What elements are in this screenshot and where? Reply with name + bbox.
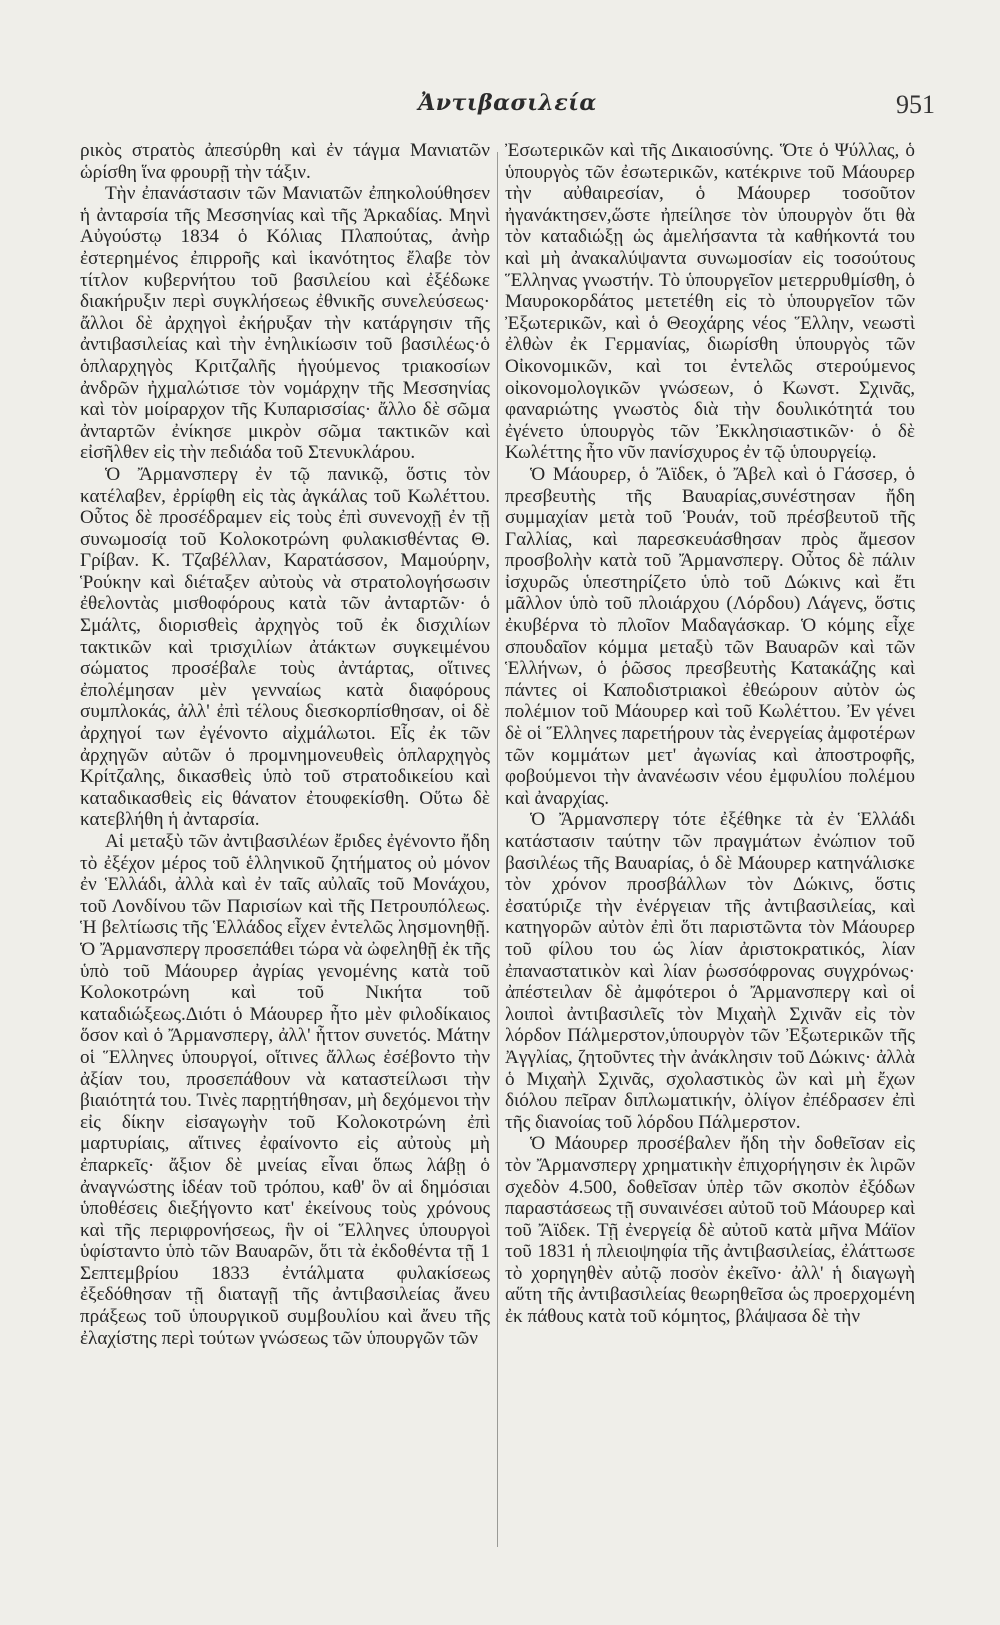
right-column xyxy=(505,140,915,1328)
paragraph: Ὁ Ἄρμανσπεργ ἐν τῷ πανικῷ, ὅστις τὸν κατέλαβεν, ἐρρίφθη εἰς τὰς ἀγκάλας τοῦ Κωλέττου. Οὗτος δὲ προσέδραμεν εἰς τοὺς ἐπὶ συνενοχῇ ἐν τῇ συνωμοσίᾳ τοῦ Κολοκοτρώνη φυλακισθέντας Θ. Γρίβαν. Κ. Τζαβέλλαν, Καρατάσσον, Μαμούρην, Ῥούκην καὶ διέταξεν αὐτοὺς νὰ στρατολογήσωσιν ἐθελοντὰς μισθοφόρους κατὰ τῶν ἀνταρτῶν· ὁ Σμάλτς, διορισθεὶς ἀρχηγὸς τοῦ ἐκ δισχιλίων τακτικῶν καὶ τρισχιλίων ἀτάκτων συγκειμένου σώματος προσέβαλε τοὺς ἀντάρτας, οἵτινες ἐπολέμησαν μὲν γενναίως κατὰ διαφόρους συμπλοκάς, ἀλλ' ἐπὶ τέλους διεσκορπίσθησαν, οἱ δὲ ἀρχηγοί των ἐγένοντο αἰχμάλωτοι. Εἷς ἐκ τῶν ἀρχηγῶν αὐτῶν ὁ προμνημονευθεὶς ὁπλαρχηγὸς Κρίτζαλης, δικασθεὶς ὑπὸ τοῦ στρατοδικείου καὶ καταδικασθεὶς εἰς θάνατον ἐτουφεκίσθη. Οὕτω δὲ κατεβλήθη ἡ ἀνταρσία. xyxy=(80,463,490,831)
paragraph: ρικὸς στρατὸς ἀπεσύρθη καὶ ἐν τάγμα Μανιατῶν ὡρίσθη ἵνα φρουρῇ τὴν τάξιν. xyxy=(80,140,490,183)
page-number: 951 xyxy=(896,90,935,119)
paragraph: Ὁ Μάουρερ, ὁ Ἄϊδεκ, ὁ Ἄβελ καὶ ὁ Γάσσερ, ὁ πρεσβευτὴς τῆς Βαυαρίας,συνέστησαν ἤδη συμμαχίαν μετὰ τοῦ Ῥουάν, τοῦ πρέσβευτοῦ τῆς Γαλλίας, καὶ παρεσκευάσθησαν πρὸς ἄμεσον προσβολὴν κατὰ τοῦ Ἄρμανσπεργ. Οὗτος δὲ πάλιν ἰσχυρῶς ὑπεστηρίζετο ὑπὸ τοῦ Δώκινς καὶ ἔτι μᾶλλον ὑπὸ τοῦ πλοιάρχου (Λόρδου) Λάγενς, ὅστις ἐκυβέρνα τὸ πλοῖον Μαδαγάσκαρ. Ὁ κόμης εἶχε σπουδαῖον κόμμα μεταξὺ τῶν Βαυαρῶν καὶ τῶν Ἑλλήνων, ὁ ῥῶσος πρεσβευτὴς Κατακάζης καὶ πάντες οἱ Καποδιστριακοὶ ἐθεώρουν αὐτὸν ὡς πολέμιον τοῦ Μάουρερ καὶ τοῦ Κωλέττου. Ἐν γένει δὲ οἱ Ἕλληνες παρετήρουν τὰς ἐνεργείας ἀμφοτέρων τῶν κομμάτων μετ' ἀγωνίας καὶ ἀποστροφῆς, φοβούμενοι τὴν ἀνανέωσιν νέου ἐμφυλίου πολέμου καὶ ἀναρχίας. xyxy=(505,463,915,809)
paragraph: Τὴν ἐπανάστασιν τῶν Μανιατῶν ἐπηκολούθησεν ἡ ἀνταρσία τῆς Μεσσηνίας καὶ τῆς Ἀρκαδίας. Μηνὶ Αὐγούστῳ 1834 ὁ Κόλιας Πλαπούτας, ἀνὴρ ἐστερημένος ἐπιρροῆς καὶ ἱκανότητος ἔλαβε τὸν τίτλον κυβερνήτου τοῦ βασιλείου καὶ ἐξέδωκε διακήρυξιν περὶ συγκλήσεως ἐθνικῆς συνελεύσεως· ἄλλοι δὲ ἀρχηγοὶ ἐκήρυξαν τὴν κατάργησιν τῆς ἀντιβασιλείας καὶ τὴν ἐνηλικίωσιν τοῦ βασιλέως·ὁ ὁπλαρχηγὸς Κριτζαλῆς ἡγούμενος τριακοσίων ἀνδρῶν ἠχμαλώτισε τὸν νομάρχην τῆς Μεσσηνίας καὶ τὸν μοίραρχον τῆς Κυπαρισσίας· ἄλλο δὲ σῶμα ἀνταρτῶν ἐνίκησε μικρὸν σῶμα τακτικῶν καὶ εἰσῆλθεν εἰς τὴν πεδιάδα τοῦ Στενυκλάρου. xyxy=(80,183,490,464)
page-header xyxy=(80,90,935,130)
paragraph: Ὁ Ἄρμανσπεργ τότε ἐξέθηκε τὰ ἐν Ἑλλάδι κατάστασιν ταύτην τῶν πραγμάτων ἐνώπιον τοῦ βασιλέως τῆς Βαυαρίας, ὁ δὲ Μάουρερ κατηνάλισκε τὸν χρόνον προσβάλλων τὸν Δώκινς, ὅστις ἐσατύριζε τὴν ἐνέργειαν τῆς ἀντιβασιλείας, καὶ κατηγορῶν αὐτὸν ἐπὶ ὅτι παριστῶντα τὸν Μάουρερ τοῦ φίλου του ὡς λίαν ἀριστοκρατικός, λίαν ἐπαναστατικὸν καὶ λίαν ῥωσσόφρονας συγχρόνως· ἀπέστειλαν δὲ ἀμφότεροι ὁ Ἄρμανσπεργ καὶ οἱ λοιποὶ ἀντιβασιλεῖς τὸν Μιχαὴλ Σχινᾶν εἰς τὸν λόρδον Πάλμερστον,ὑπουργὸν τῶν Ἐξωτερικῶν τῆς Ἀγγλίας, ζητοῦντες τὴν ἀνάκλησιν τοῦ Δώκινς· ἀλλὰ ὁ Μιχαὴλ Σχινᾶς, σχολαστικὸς ὢν καὶ μὴ ἔχων διόλου πεῖραν διπλωματικήν, ὀλίγον ἐπέδρασεν ἐπὶ τῆς διανοίας τοῦ λόρδου Πάλμερστον. xyxy=(505,809,915,1133)
paragraph: Ἐσωτερικῶν καὶ τῆς Δικαιοσύνης. Ὅτε ὁ Ψύλλας, ὁ ὑπουργὸς τῶν ἐσωτερικῶν, κατέκρινε τοῦ Μάουρερ τὴν αὐθαιρεσίαν, ὁ Μάουρερ τοσοῦτον ἠγανάκτησεν,ὥστε ἠπείλησε τὸν ὑπουργὸν ὅτι θὰ τὸν καταδιώξῃ ὡς ἀμελήσαντα τὰ καθήκοντά του καὶ μὴ ἀνακαλύψαντα συνωμοσίαν εἰς τοσούτους Ἕλληνας γνωστήν. Τὸ ὑπουργεῖον μετερρυθμίσθη, ὁ Μαυροκορδάτος μετετέθη εἰς τὸ ὑπουργεῖον τῶν Ἐξωτερικῶν, καὶ ὁ Θεοχάρης νέος Ἕλλην, νεωστὶ ἐλθὼν ἐκ Γερμανίας, διωρίσθη ὑπουργὸς τῶν Οἰκονομικῶν, καὶ τοι ἐντελῶς στερούμενος οἰκονομολογικῶν γνώσεων, ὁ Κωνστ. Σχινᾶς, φαναριώτης γνωστὸς διὰ τὴν δουλικότητά του ἐγένετο ὑπουργὸς τῶν Ἐκκλησιαστικῶν· ὁ δὲ Κωλέττης ἦτο νῦν πανίσχυρος ἐν τῷ ὑπουργείῳ. xyxy=(505,140,915,464)
running-title: Ἀντιβασιλεία xyxy=(418,90,597,116)
left-column xyxy=(80,140,490,1349)
paragraph: Ὁ Μάουρερ προσέβαλεν ἤδη τὴν δοθεῖσαν εἰς τὸν Ἄρμανσπεργ χρηματικὴν ἐπιχορήγησιν ἐκ λιρῶν σχεδὸν 4.500, δοθεῖσαν ὑπὲρ τῶν σκοπὸν ἐξόδων παραστάσεως τῇ συναινέσει αὐτοῦ τοῦ Μάουρερ καὶ τοῦ Ἄϊδεκ. Τῇ ἐνεργείᾳ δὲ αὐτοῦ κατὰ μῆνα Μάϊον τοῦ 1831 ἡ πλειοψηφία τῆς ἀντιβασιλείας, ἐλάττωσε τὸ χορηγηθὲν αὐτῷ ποσὸν ἐκεῖνο· ἀλλ' ἡ διαγωγὴ αὕτη τῆς ἀντιβασιλείας θεωρηθεῖσα ὡς προερχομένη ἐκ πάθους κατὰ τοῦ κόμητος, βλάψασα δὲ τὴν xyxy=(505,1133,915,1328)
column-divider xyxy=(497,152,498,1547)
paragraph: Αἱ μεταξὺ τῶν ἀντιβασιλέων ἔριδες ἐγένοντο ἤδη τὸ ἐξέχον μέρος τοῦ ἑλληνικοῦ ζητήματος οὐ μόνον ἐν Ἑλλάδι, ἀλλὰ καὶ ἐν ταῖς αὐλαῖς τοῦ Μονάχου, τοῦ Λονδίνου τῶν Παρισίων καὶ τῆς Πετρουπόλεως. Ἡ βελτίωσις τῆς Ἑλλάδος εἶχεν ἐντελῶς λησμονηθῇ. Ὁ Ἄρμανσπεργ προσεπάθει τώρα νὰ ὠφεληθῇ ἐκ τῆς ὑπὸ τοῦ Μάουρερ ἀγρίας γενομένης κατὰ τοῦ Κολοκοτρώνη καὶ τοῦ Νικήτα τοῦ καταδιώξεως.Διότι ὁ Μάουρερ ἦτο μὲν φιλοδίκαιος ὅσον καὶ ὁ Ἄρμανσπεργ, ἀλλ' ἧττον συνετός. Μάτην οἱ Ἕλληνες ὑπουργοί, οἵτινες ἄλλως ἐσέβοντο τὴν ἀξίαν του, προσεπάθουν νὰ καταστείλωσι τὴν βιαιότητά του. Τινὲς παρῃτήθησαν, μὴ δεχόμενοι τὴν εἰς δίκην εἰσαγωγὴν τοῦ Κολοκοτρώνη ἐπὶ μαρτυρίαις, αἵτινες ἐφαίνοντο εἰς αὐτοὺς μὴ ἐπαρκεῖς· ἄξιον δὲ μνείας εἶναι ὅπως λάβῃ ὁ ἀναγνώστης ἰδέαν τοῦ τρόπου, καθ' ὃν αἱ δημόσιαι ὑποθέσεις διεξήγοντο κατ' ἐκείνους τοὺς χρόνους καὶ τῆς περιφρονήσεως, ἣν οἱ Ἕλληνες ὑπουργοὶ ὑφίσταντο ὑπὸ τῶν Βαυαρῶν, ὅτι τὰ ἐκδοθέντα τῇ 1 Σεπτεμβρίου 1833 ἐντάλματα φυλακίσεως ἐξεδόθησαν τῇ διαταγῇ τῆς ἀντιβασιλείας ἄνευ πράξεως τοῦ ὑπουργικοῦ συμβουλίου καὶ ἄνευ τῆς ἐλαχίστης περὶ τούτων γνώσεως τῶν ὑπουργῶν τῶν xyxy=(80,831,490,1349)
